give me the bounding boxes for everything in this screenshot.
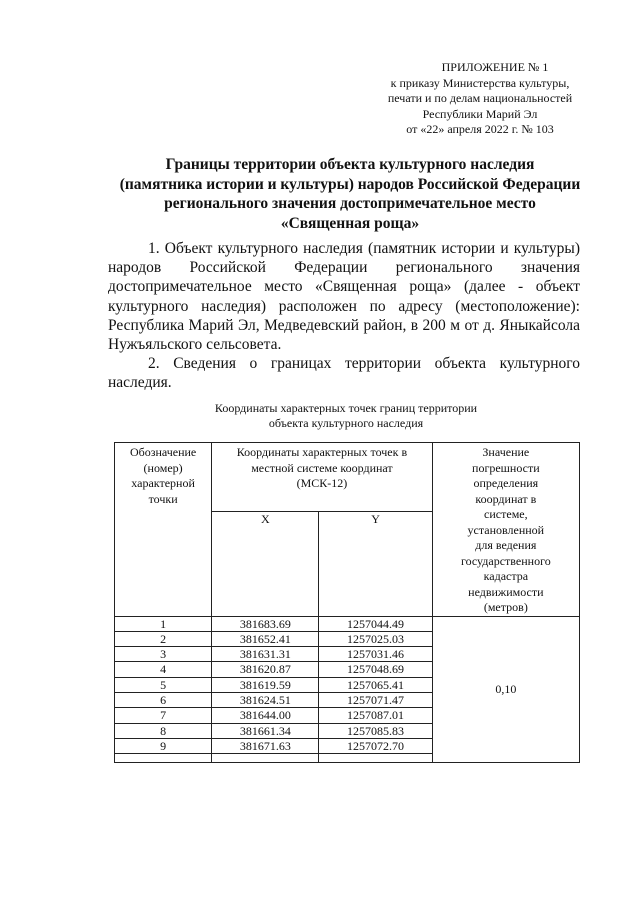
coordinates-table [114, 442, 580, 763]
x-coordinate-cell: 381671.63 [212, 738, 319, 753]
appendix-title: ПРИЛОЖЕНИЕ № 1 [441, 60, 549, 74]
point-number-cell: 2 [115, 631, 212, 646]
point-number-cell: 3 [115, 647, 212, 662]
y-coordinate-cell: 1257031.46 [319, 647, 432, 662]
appendix-line: печати и по делам национальностей [387, 91, 573, 105]
empty-cell [115, 754, 212, 763]
table-header-row [115, 443, 580, 512]
x-coordinate-cell: 381661.34 [212, 723, 319, 738]
point-number-cell: 5 [115, 677, 212, 692]
paragraph-1: 1. Объект культурного наследия (памятник истории и культуры) народов Российской Федерации регионального значения достопримечательное место «Священная роща» (далее - объект культурного наследия) расположен по адресу (местоположение): Республика Марий Эл, Медведевский район, в 200 м от д. Яныкайсола Нужъяльского сельсовета. [108, 240, 580, 354]
caption-line: объекта культурного наследия [268, 416, 424, 430]
point-number-cell: 6 [115, 692, 212, 707]
y-coordinate-cell: 1257044.49 [319, 616, 432, 631]
point-number-cell: 7 [115, 708, 212, 723]
title-line: «Священная роща» [280, 214, 420, 232]
point-number-cell: 9 [115, 738, 212, 753]
header-x: X [212, 511, 319, 616]
x-coordinate-cell: 381652.41 [212, 631, 319, 646]
title-line: (памятника истории и культуры) народов Российской Федерации [119, 175, 581, 193]
y-coordinate-cell: 1257048.69 [319, 662, 432, 677]
header-error: Значение погрешности определения координат в системе, установленной для ведения государственного кадастра недвижимости (метров) [432, 443, 579, 617]
point-number-cell: 8 [115, 723, 212, 738]
appendix-line: Республики Марий Эл [422, 106, 538, 121]
paragraph-2: 2. Сведения о границах территории объекта культурного наследия. [108, 355, 580, 392]
table-caption [114, 401, 578, 431]
point-number-cell: 1 [115, 616, 212, 631]
point-number-cell: 4 [115, 662, 212, 677]
x-coordinate-cell: 381631.31 [212, 647, 319, 662]
table-row [115, 616, 580, 631]
empty-cell [319, 754, 432, 763]
title-line: Границы территории объекта культурного наследия [165, 156, 535, 173]
appendix-line: от «22» апреля 2022 г. № 103 [406, 122, 554, 136]
caption-line: Координаты характерных точек границ территории [214, 401, 478, 415]
y-coordinate-cell: 1257071.47 [319, 692, 432, 707]
error-value-cell: 0,10 [432, 616, 579, 763]
header-y: Y [319, 511, 432, 616]
x-coordinate-cell: 381619.59 [212, 677, 319, 692]
appendix-line: к приказу Министерства культуры, [390, 75, 570, 90]
document-body [108, 239, 580, 393]
y-coordinate-cell: 1257065.41 [319, 677, 432, 692]
y-coordinate-cell: 1257025.03 [319, 631, 432, 646]
x-coordinate-cell: 381683.69 [212, 616, 319, 631]
x-coordinate-cell: 381644.00 [212, 708, 319, 723]
y-coordinate-cell: 1257085.83 [319, 723, 432, 738]
header-point: Обозначение (номер) характерной точки [115, 443, 212, 617]
appendix-header [360, 60, 600, 138]
empty-cell [212, 754, 319, 763]
header-coords: Координаты характерных точек в местной системе координат (МСК-12) [212, 443, 432, 512]
title-line: регионального значения достопримечательное место [164, 195, 536, 212]
y-coordinate-cell: 1257087.01 [319, 708, 432, 723]
x-coordinate-cell: 381620.87 [212, 662, 319, 677]
x-coordinate-cell: 381624.51 [212, 692, 319, 707]
y-coordinate-cell: 1257072.70 [319, 738, 432, 753]
document-title [60, 155, 640, 233]
